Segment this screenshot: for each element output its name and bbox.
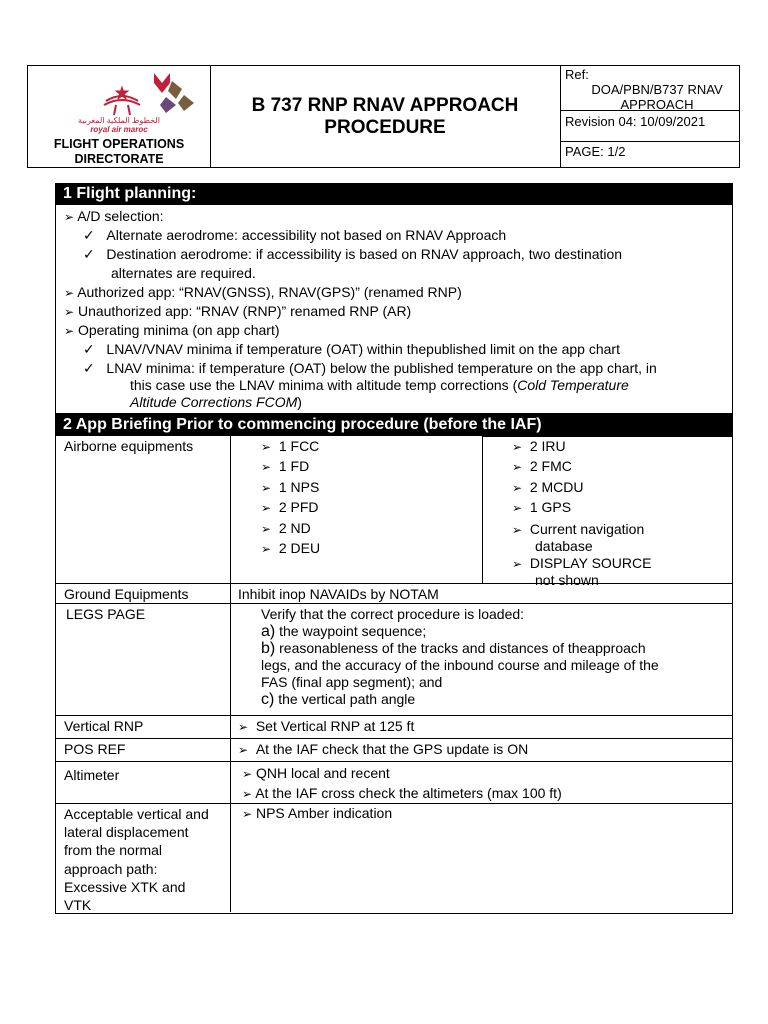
arrow-bullet-icon: ➢	[238, 743, 249, 757]
row-divider	[56, 738, 732, 739]
row-divider	[56, 603, 732, 604]
arrow-bullet-icon: ➢	[64, 210, 75, 224]
airborne-label: Airborne equipments	[64, 438, 194, 454]
arrow-bullet-icon: ➢	[64, 324, 75, 338]
check-mark-icon: ✓	[83, 246, 95, 262]
section-1-title: 1 Flight planning:	[55, 183, 733, 205]
revision-field: Revision 04: 10/09/2021	[560, 111, 739, 142]
reference-cell	[560, 66, 739, 167]
page-number: PAGE: 1/2	[565, 144, 626, 159]
row-divider	[56, 715, 732, 716]
list-item: ➢ 2 IRU	[512, 438, 566, 454]
list-item: ➢ Current navigation	[512, 520, 645, 537]
list-item: ➢ 1 FD	[261, 458, 310, 475]
list-item: ➢ Unauthorized app: “RNAV (RNP)” renamed RNP (AR)	[64, 303, 412, 319]
arrow-bullet-icon: ➢	[512, 460, 523, 475]
logo-cell	[28, 66, 211, 167]
column-divider	[230, 436, 231, 912]
list-item-continuation: Altitude Corrections FCOM)	[130, 394, 302, 410]
section-2-title: 2 App Briefing Prior to commencing procedure (before the IAF)	[55, 414, 733, 436]
list-item: ➢ 1 FCC	[261, 438, 320, 454]
list-item: ➢ QNH local and recent	[242, 765, 390, 781]
arrow-bullet-icon: ➢	[261, 480, 272, 495]
altimeter-label: Altimeter	[64, 767, 120, 783]
arrow-bullet-icon: ➢	[261, 501, 272, 516]
logo-english-text: royal air maroc	[90, 125, 148, 134]
vertical-rnp-value: ➢ Set Vertical RNP at 125 ft	[238, 718, 415, 734]
ground-value: Inhibit inop NAVAIDs by NOTAM	[238, 586, 439, 602]
legs-page-label: LEGS PAGE	[66, 606, 146, 622]
arrow-bullet-icon: ➢	[512, 501, 523, 516]
list-item-continuation: database	[535, 537, 593, 554]
document-header	[27, 65, 740, 168]
arrow-bullet-icon: ➢	[64, 286, 75, 300]
list-item: ➢ 2 ND	[261, 519, 311, 536]
list-item: ✓ LNAV minima: if temperature (OAT) below the published temperature on the app chart, in	[83, 360, 657, 376]
arrow-bullet-icon: ➢	[512, 440, 523, 454]
arrow-bullet-icon: ➢	[242, 807, 253, 821]
column-divider	[482, 436, 483, 583]
arrow-bullet-icon: ➢	[242, 767, 253, 781]
directorate-label: FLIGHT OPERATIONS DIRECTORATE	[53, 137, 185, 166]
arrow-bullet-icon: ➢	[512, 480, 523, 495]
pos-ref-value: ➢ At the IAF check that the GPS update is ON	[238, 741, 529, 757]
arrow-bullet-icon: ➢	[242, 787, 253, 801]
royal-air-maroc-logo-icon	[102, 69, 202, 117]
list-item: ➢ 2 PFD	[261, 499, 319, 516]
check-mark-icon: ✓	[83, 227, 95, 243]
list-item: ➢ 2 MCDU	[512, 478, 584, 495]
list-item: ✓ LNAV/VNAV minima if temperature (OAT) within thepublished limit on the app chart	[83, 341, 620, 357]
briefing-table	[55, 436, 733, 914]
displacement-label: Acceptable vertical and lateral displacement from the normal approach path: Excessive XTK and VTK	[64, 806, 209, 914]
check-mark-icon: ✓	[83, 341, 95, 357]
ground-label: Ground Equipments	[64, 586, 189, 602]
ref-field: Ref: DOA/PBN/B737 RNAV APPROACH	[560, 66, 739, 111]
list-item: ➢ 2 FMC	[512, 458, 572, 475]
arrow-bullet-icon: ➢	[512, 556, 523, 571]
list-item-continuation: this case use the LNAV minima with altitude temp corrections (Cold Temperature	[130, 377, 629, 393]
list-item: ➢ 1 GPS	[512, 499, 572, 516]
list-item: ✓ Alternate aerodrome: accessibility not based on RNAV Approach	[83, 227, 507, 243]
list-item: ➢ At the IAF cross check the altimeters (max 100 ft)	[242, 785, 562, 801]
pos-ref-label: POS REF	[64, 741, 126, 757]
displacement-value: ➢ NPS Amber indication	[242, 805, 393, 821]
list-item: ✓ Destination aerodrome: if accessibility is based on RNAV approach, two destination	[83, 246, 623, 262]
list-item: ➢ A/D selection:	[64, 208, 164, 224]
arrow-bullet-icon: ➢	[64, 305, 75, 319]
vertical-rnp-label: Vertical RNP	[64, 718, 144, 734]
arrow-bullet-icon: ➢	[512, 522, 523, 537]
row-divider	[56, 761, 732, 762]
logo-arabic-text: الخطوط الملكية المغربية	[78, 116, 160, 125]
check-mark-icon: ✓	[83, 360, 95, 376]
list-item: ➢ 2 DEU	[261, 540, 321, 557]
list-item: ➢ 1 NPS	[261, 478, 320, 495]
arrow-bullet-icon: ➢	[261, 542, 272, 557]
list-item: ➢ Authorized app: “RNAV(GNSS), RNAV(GPS)” (renamed RNP)	[64, 284, 462, 300]
section-1-body	[55, 205, 733, 414]
list-item: ➢ DISPLAY SOURCE	[512, 554, 652, 571]
document-title: B 737 RNP RNAV APPROACH PROCEDURE	[210, 66, 561, 167]
legs-page-value: Verify that the correct procedure is loaded: a) the waypoint sequence; b) reasonableness of the tracks and distances of theapproach legs, and the accuracy of the inbound course and mileage of the FAS (final app segment); and c) the vertical path angle	[261, 606, 659, 708]
altimeter-value	[242, 764, 562, 804]
list-item: ➢ Operating minima (on app chart)	[64, 322, 280, 338]
arrow-bullet-icon: ➢	[261, 521, 272, 536]
list-item-continuation: not shown	[535, 571, 599, 588]
arrow-bullet-icon: ➢	[261, 460, 272, 475]
airborne-list-2	[512, 437, 651, 588]
arrow-bullet-icon: ➢	[238, 720, 249, 734]
list-item-continuation: alternates are required.	[111, 265, 256, 281]
airborne-list-1	[261, 437, 320, 559]
arrow-bullet-icon: ➢	[261, 440, 272, 454]
